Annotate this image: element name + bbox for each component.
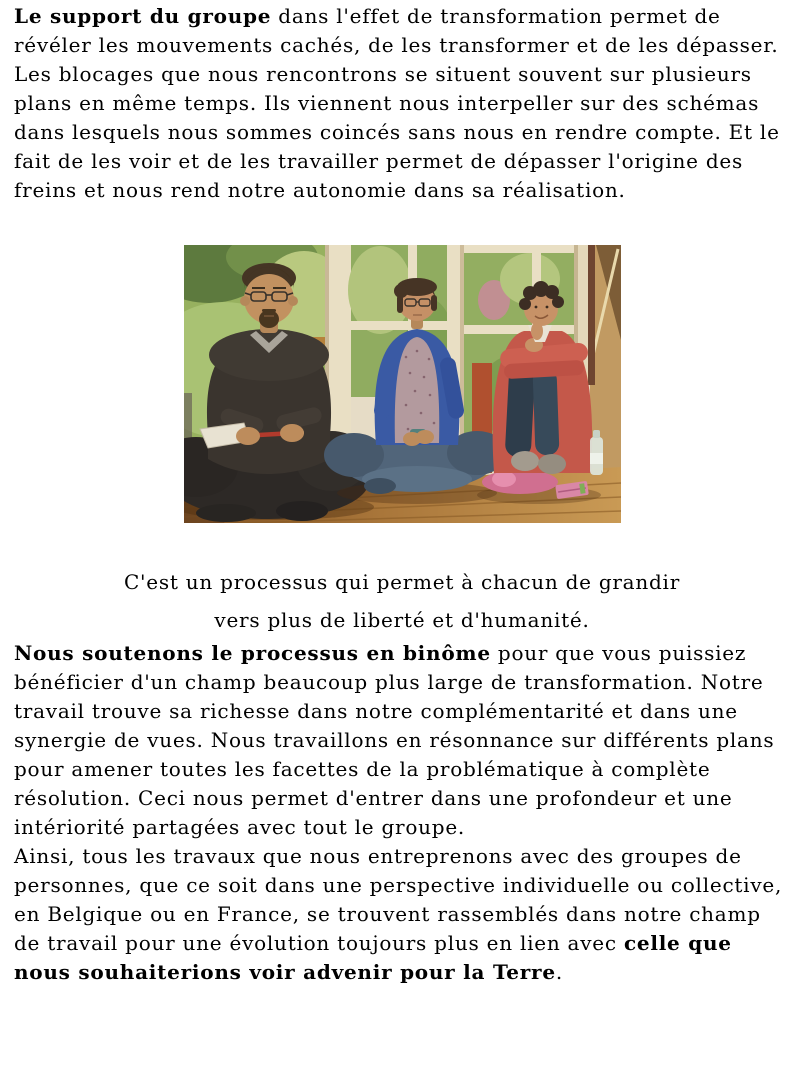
quote-line-1: C'est un processus qui permet à chacun de grandir [124, 570, 680, 594]
group-photo [184, 245, 621, 523]
photo-man-goatee [259, 310, 279, 328]
paragraph1-text: dans l'effet de transformation permet de révéler les mouvements cachés, de les transformer et de les dépasser. Les blocages que nous rencontrons se situent souvent sur plusieurs plans en même temps. Ils viennent nous interpeller sur des schémas dans lesquels nous sommes coincés sans nous en rendre compte. Et le fait de les voir et de les travailler permet de dépasser l'origine des freins et nous rend notre autonomie dans sa réalisation. [14, 4, 780, 202]
quote-line-2: vers plus de liberté et d'humanité. [214, 608, 590, 632]
paragraph3-period: . [555, 960, 563, 984]
paragraph3-bold-end: celle que nous souhaiterions voir advenir pour la Terre [14, 931, 732, 984]
paragraph2-text: pour que vous puissiez bénéficier d'un champ beaucoup plus large de transformation. Notre travail trouve sa richesse dans notre complémentarité et dans une synergie de vues. Nous travaillons en résonnance sur différents plans pour amener toutes les facettes de la problématique à complète résolution. Ceci nous permet d'entrer dans une profondeur et une intériorité partagées avec tout le groupe. [14, 641, 775, 839]
photo-socks [511, 451, 539, 471]
paragraph-support-du-groupe [14, 2, 790, 205]
paragraph-travaux-groupes [14, 842, 790, 987]
paragraph-processus-binome [14, 639, 790, 842]
quote-block [14, 563, 790, 639]
group-photo-illustration [184, 245, 621, 523]
paragraph1-bold-lead: Le support du groupe [14, 4, 272, 28]
paragraph2-bold-lead: Nous soutenons le processus en binôme [14, 641, 491, 665]
paragraph3-text: Ainsi, tous les travaux que nous entreprenons avec des groupes de personnes, que ce soit dans une perspective individuelle ou collective, en Belgique ou en France, se trouvent rassemblés dans notre champ de travail pour une évolution toujours plus en lien avec [14, 844, 783, 955]
